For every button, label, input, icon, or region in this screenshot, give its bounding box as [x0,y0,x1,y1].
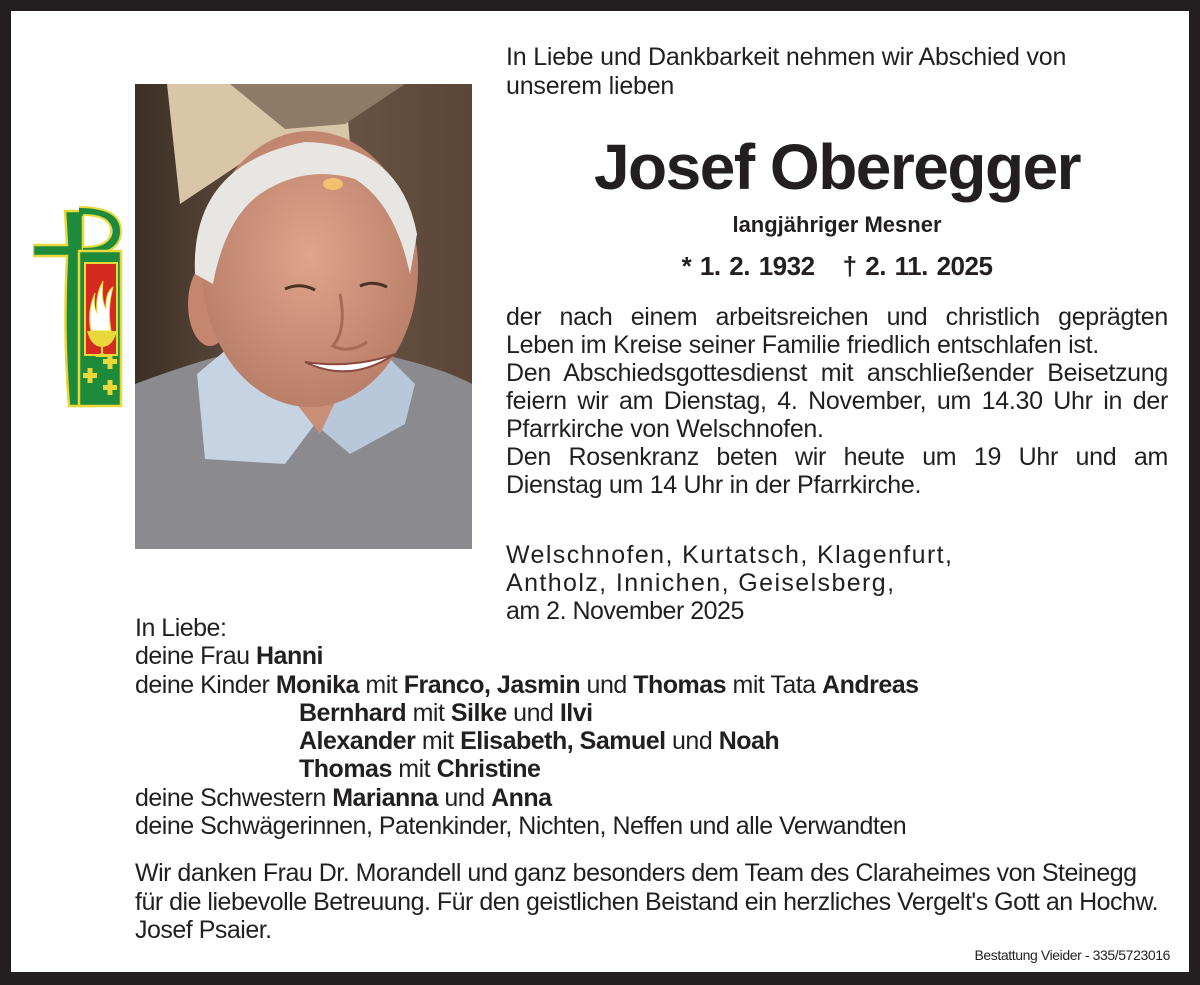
connector-text: und [580,670,634,699]
family-children-row-1: deine Kinder Monika mit Franco, Jasmin und Thomas mit Tata Andreas [135,670,919,699]
connector-text: mit Tata [726,670,823,699]
connector-text: und [506,698,560,727]
announcement-date: am 2. November 2025 [506,597,744,625]
funeral-home-credit: Bestattung Vieider - 335/5723016 [974,947,1170,963]
family-wife: deine Frau Hanni [135,642,323,671]
family-member-name: Christine [436,755,541,784]
birth-date: * 1. 2. 1932 [681,251,815,281]
deceased-role: langjähriger Mesner [732,212,942,237]
announcement-body [506,303,1168,499]
connector-text: und [665,727,719,756]
places-line-1: Welschnofen, Kurtatsch, Klagenfurt, [506,541,954,569]
connector-text: mit [406,698,451,727]
family-member-name: Franco, Jasmin [403,670,581,699]
places-line-2: Antholz, Innichen, Geiselsberg, [506,569,896,597]
family-member-name: Monika [275,670,359,699]
death-date: † 2. 11. 2025 [842,251,993,281]
family-member-name: Andreas [822,670,919,699]
wife-name: Hanni [255,642,323,671]
connector-text: mit [358,670,404,699]
family-list [135,614,1175,840]
life-dates [506,249,1168,283]
family-heading: In Liebe: [135,614,227,642]
intro-text: In Liebe und Dankbarkeit nehmen wir Abschied von unserem lieben [506,43,1067,100]
body-paragraph-3: Den Rosenkranz beten wir heute um 19 Uhr und am Dienstag um 14 Uhr in der Pfarrkirche. [506,443,1168,499]
family-member-name: Thomas [299,755,392,784]
portrait-photo [135,84,472,549]
family-member-name: Thomas [633,670,727,699]
family-others: deine Schwägerinnen, Patenkinder, Nichten, Neffen und alle Verwandten [135,812,907,841]
family-member-name: Elisabeth, Samuel [460,727,666,756]
chi-rho-emblem-icon [33,201,125,411]
family-member-name: Ilvi [559,698,593,727]
body-paragraph-2: Den Abschiedsgottesdienst mit anschließender Beisetzung feiern wir am Dienstag, 4. November, um 14.30 Uhr in der Pfarrkirche von Welschnofen. [506,359,1168,443]
deceased-name: Josef Oberegger [593,131,1081,203]
family-member-name: Alexander [299,727,416,756]
obituary-card [11,11,1189,972]
places-and-date [506,541,1168,625]
family-member-name: Silke [450,698,507,727]
body-paragraph-1: der nach einem arbeitsreichen und christlich geprägten Leben im Kreise seiner Familie friedlich entschlafen ist. [506,303,1168,359]
family-member-name: Noah [718,727,780,756]
family-sisters: deine Schwestern Marianna und Anna [135,783,552,812]
family-children-row-2 [135,699,1175,727]
thanks-text: Wir danken Frau Dr. Morandell und ganz besonders dem Team des Claraheimes von Steinegg für die liebevolle Betreuung. Für den geistlichen Beistand ein herzliches Vergelt's Gott an Hochw. Josef Psaier. [135,859,1159,944]
connector-text: mit [415,727,461,756]
family-member-name: Bernhard [299,698,407,727]
connector-text: mit [391,755,437,784]
family-children-row-4 [135,755,1175,783]
family-children-row-3 [135,727,1175,755]
